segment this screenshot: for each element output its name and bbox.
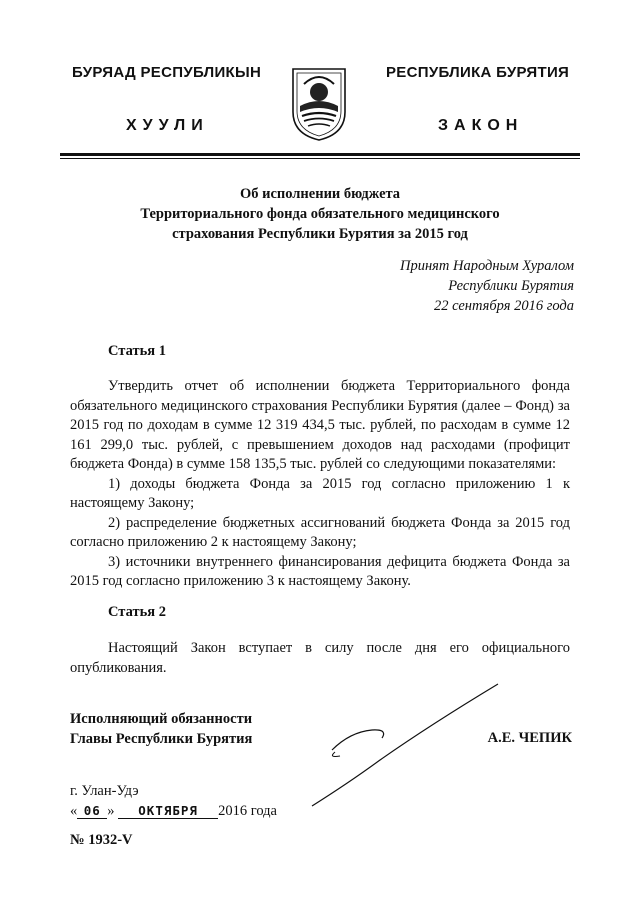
- article-1-item-3: 3) источники внутреннего финансирования дефицита бюджета Фонда за 2015 год согласно приложению 3 к настоящему Закону.: [70, 553, 570, 589]
- date-day: 06: [77, 803, 107, 819]
- header-right-doc-type: ЗАКОН: [438, 117, 524, 134]
- header-rule-thick: [60, 153, 580, 156]
- header-rule-thin: [60, 158, 580, 159]
- article-1-intro: Утвердить отчет об исполнении бюджета Территориального фонда обязательного медицинского страхования Республики Бурятия (далее – Фонд) за 2015 год по доходам в сумме 12 319 434,5 тыс. рублей, по расходам в сумме 12 161 299,0 тыс. рублей, с превышением доходов над расходами (профицит бюджета Фонда) в сумме 158 135,5 тыс. рублей со следующими показателями:: [70, 378, 570, 472]
- date-close-quote: »: [107, 803, 115, 819]
- date-year: 2016 года: [218, 803, 277, 819]
- place-date: [70, 781, 277, 821]
- signatory-position: [70, 710, 252, 749]
- article-1-item-2: 2) распределение бюджетных ассигнований бюджета Фонда за 2015 год согласно приложению 2 к настоящему Закону;: [70, 514, 570, 550]
- header-left-org: БУРЯАД РЕСПУБЛИКЫН: [72, 64, 262, 81]
- city: г. Улан-Удэ: [70, 783, 139, 799]
- adoption-note-line-1: Принят Народным Хуралом: [399, 258, 574, 274]
- header-right-org: РЕСПУБЛИКА БУРЯТИЯ: [386, 64, 570, 81]
- law-title-line-1: Об исполнении бюджета: [239, 186, 401, 202]
- signatory-position-line-2: Главы Республики Бурятия: [70, 730, 253, 747]
- adoption-note-line-2: Республики Бурятия: [448, 278, 574, 294]
- law-title-line-3: страхования Республики Бурятия за 2015 год: [172, 226, 468, 242]
- adoption-note-date: 22 сентября 2016 года: [433, 298, 574, 314]
- header-left-doc-type: ХУУЛИ: [126, 117, 209, 134]
- signing-date: [70, 801, 277, 821]
- date-open-quote: «: [70, 803, 78, 819]
- date-month: ОКТЯБРЯ: [118, 803, 218, 819]
- article-2-text: Настоящий Закон вступает в силу после дня его официального опубликования.: [70, 640, 570, 676]
- article-1-body: [70, 377, 570, 592]
- article-2-body: [70, 639, 570, 678]
- signatory-position-line-1: Исполняющий обязанности: [70, 711, 253, 727]
- signatory-name: А.Е. ЧЕПИК: [487, 730, 572, 746]
- article-2-heading: Статья 2: [108, 604, 166, 620]
- coat-of-arms-icon: [290, 66, 348, 142]
- law-title: [70, 184, 570, 244]
- law-number: № 1932-V: [70, 832, 133, 848]
- article-1-item-1: 1) доходы бюджета Фонда за 2015 год согласно приложению 1 к настоящему Закону;: [70, 475, 570, 511]
- handwritten-signature: [270, 680, 510, 815]
- adoption-note: [400, 256, 574, 316]
- article-1-heading: Статья 1: [108, 343, 166, 359]
- law-title-line-2: Территориального фонда обязательного медицинского: [140, 206, 500, 222]
